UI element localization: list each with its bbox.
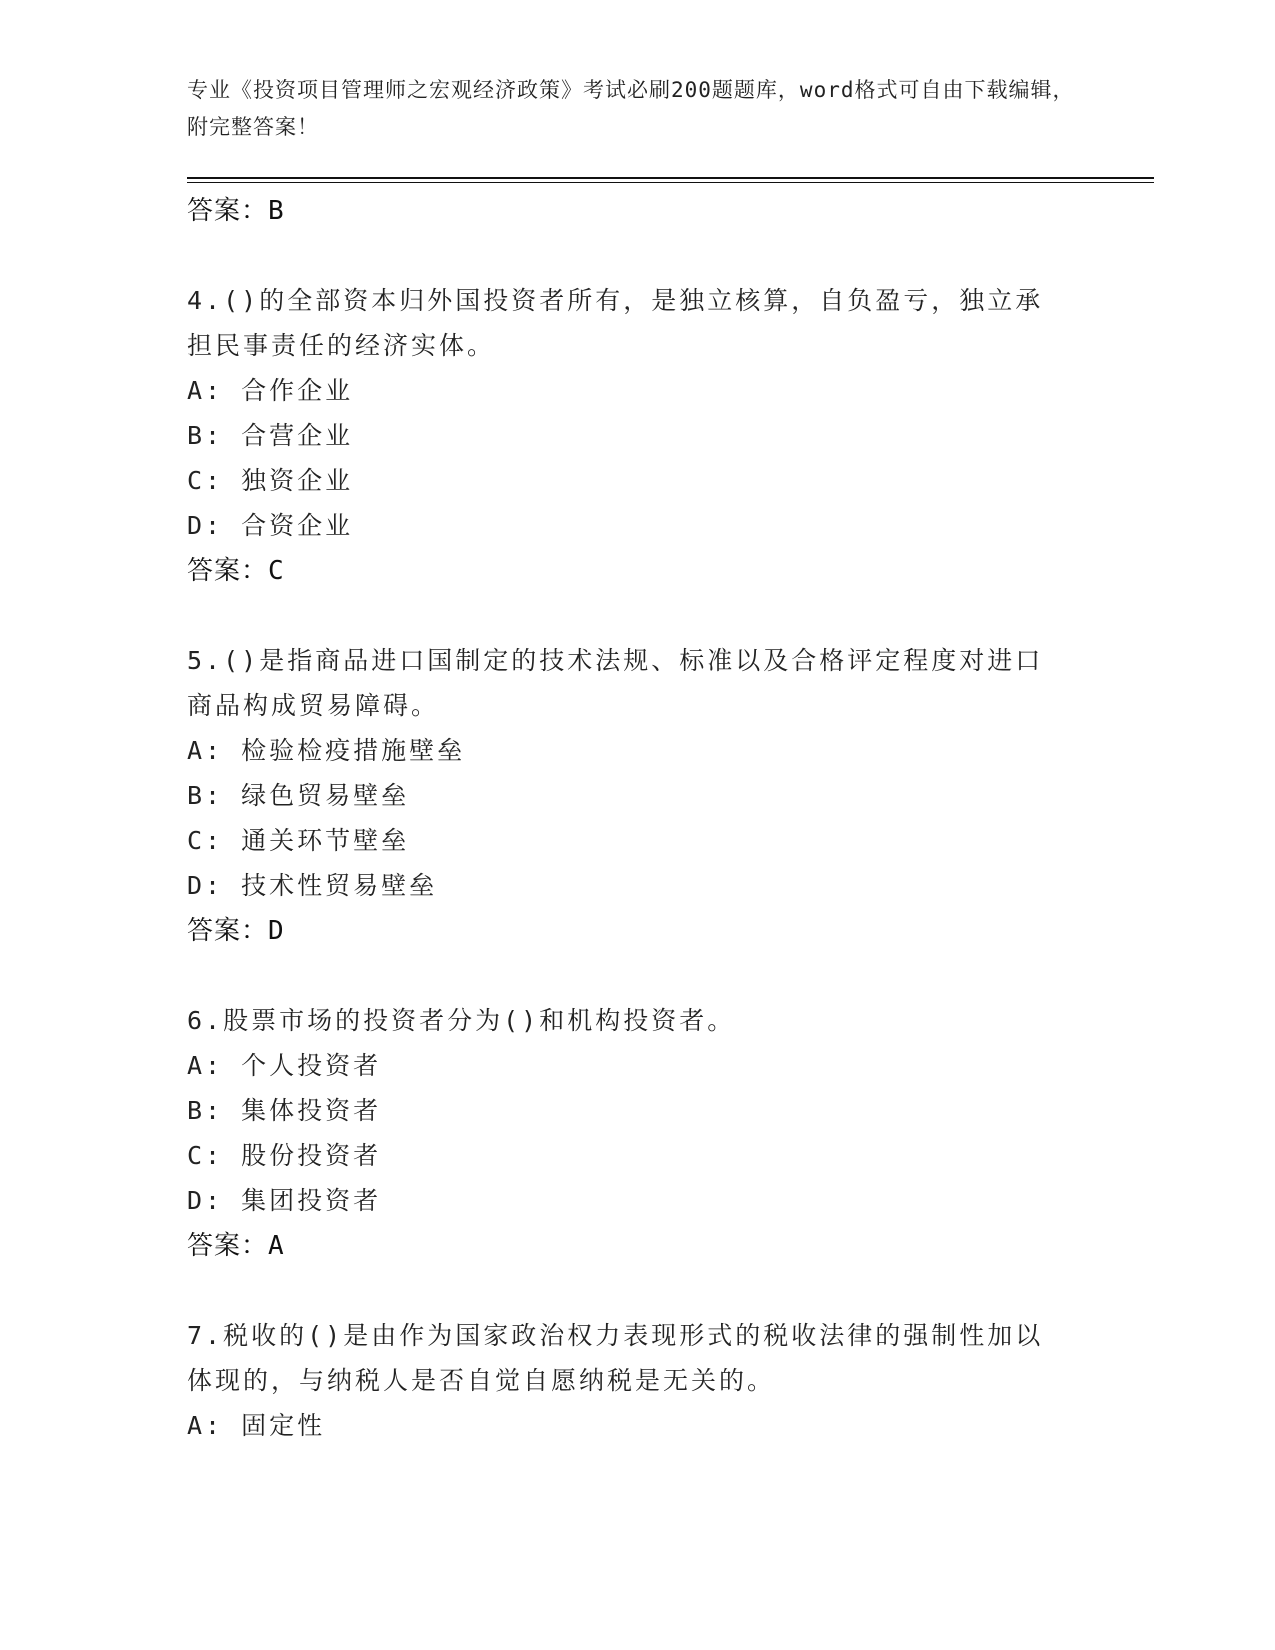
answer-line: 答案：B xyxy=(187,196,285,226)
answer-line: 答案：C xyxy=(187,556,285,586)
option-b: B: 集体投资者 xyxy=(187,1096,382,1125)
page-header: 专业《投资项目管理师之宏观经济政策》考试必刷200题题库，word格式可自由下载编辑，附完整答案！ xyxy=(187,78,1075,139)
question-text: 5.()是指商品进口国制定的技术法规、标准以及合格评定程度对进口商品构成贸易障碍。 xyxy=(187,646,1044,720)
header-rule-thin xyxy=(187,182,1154,183)
option-d: D: 集团投资者 xyxy=(187,1186,382,1215)
option-a: A: 合作企业 xyxy=(187,376,354,405)
answer-line: 答案：A xyxy=(187,1231,285,1261)
question-item xyxy=(187,638,1067,954)
question-text: 7.税收的()是由作为国家政治权力表现形式的税收法律的强制性加以体现的，与纳税人是否自觉自愿纳税是无关的。 xyxy=(187,1321,1044,1395)
option-c: C: 股份投资者 xyxy=(187,1141,382,1170)
header-rule-thick xyxy=(187,177,1154,179)
option-a: A: 检验检疫措施壁垒 xyxy=(187,736,466,765)
question-item xyxy=(187,998,1067,1269)
option-b: B: 绿色贸易壁垒 xyxy=(187,781,410,810)
question-list xyxy=(187,188,1067,1448)
option-d: D: 技术性贸易壁垒 xyxy=(187,871,438,900)
question-item xyxy=(187,1313,1067,1448)
question-text: 6.股票市场的投资者分为()和机构投资者。 xyxy=(187,1006,736,1035)
option-d: D: 合资企业 xyxy=(187,511,354,540)
option-a: A: 个人投资者 xyxy=(187,1051,382,1080)
answer-line: 答案：D xyxy=(187,916,285,946)
question-text: 4.()的全部资本归外国投资者所有，是独立核算，自负盈亏，独立承担民事责任的经济实体。 xyxy=(187,286,1044,360)
question-item xyxy=(187,278,1067,594)
option-c: C: 独资企业 xyxy=(187,466,354,495)
option-c: C: 通关环节壁垒 xyxy=(187,826,410,855)
option-a: A: 固定性 xyxy=(187,1411,326,1440)
option-b: B: 合营企业 xyxy=(187,421,354,450)
